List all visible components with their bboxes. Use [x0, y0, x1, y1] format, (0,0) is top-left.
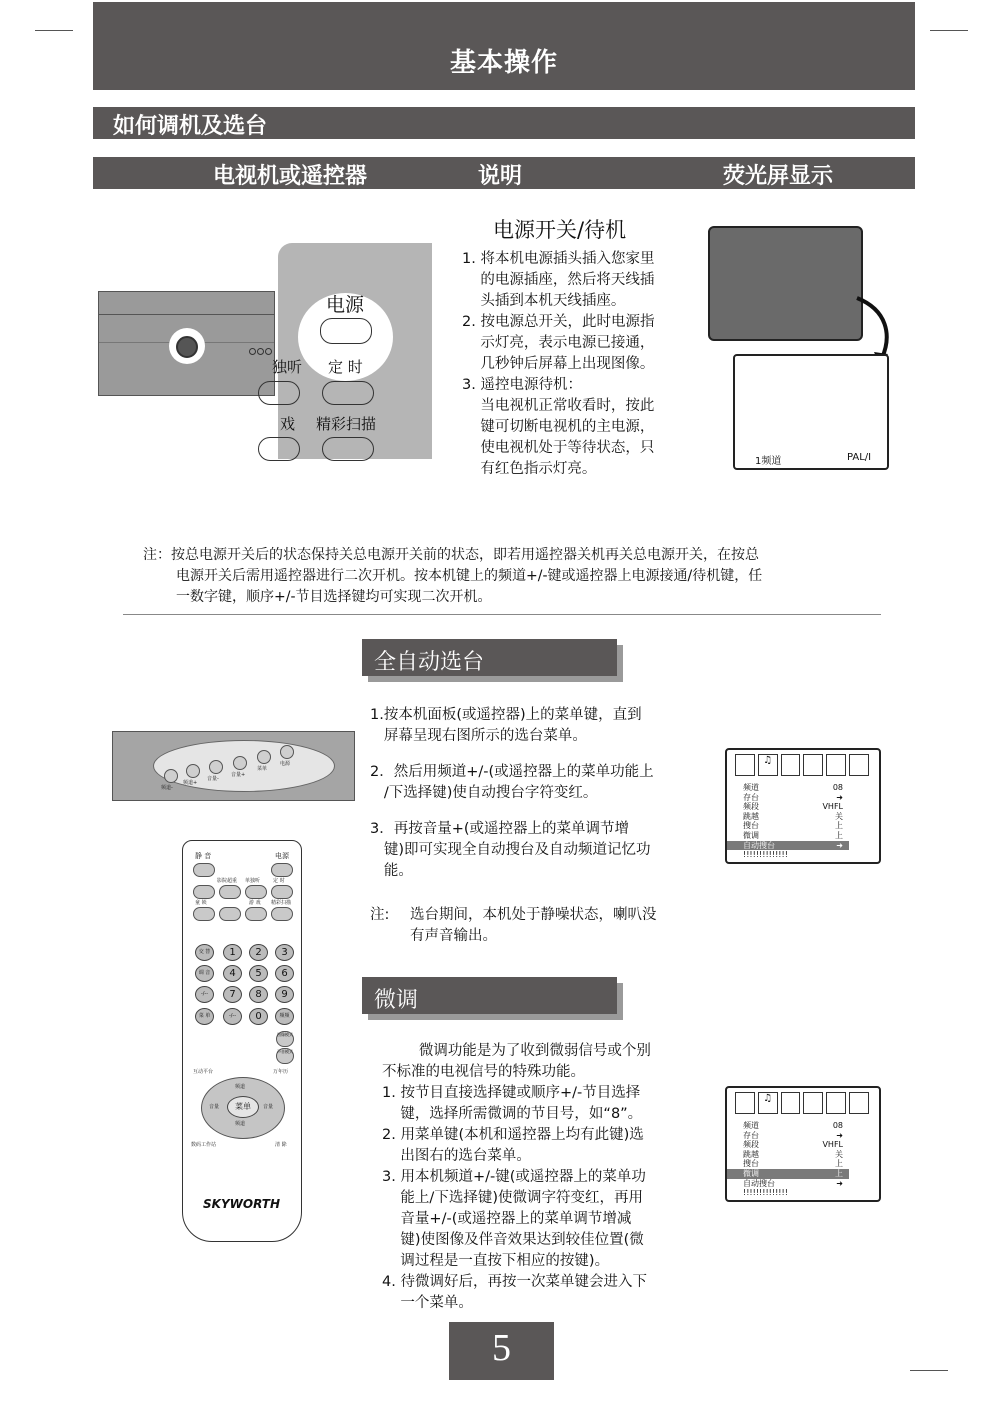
menu-row-selected: 微调 上 — [727, 1169, 849, 1179]
power-steps — [462, 249, 702, 480]
panel-label: 频道+ — [183, 780, 198, 786]
text-line: 2. 按电源总开关，此时电源指 — [462, 314, 655, 330]
autoscan-menu-screen — [725, 748, 881, 864]
remote-key-label: 童 锁 — [195, 900, 207, 906]
screen-off — [708, 226, 863, 341]
sound-icon: ♫ — [758, 1092, 778, 1114]
remote-button[interactable] — [271, 907, 293, 921]
indicator-led — [265, 348, 272, 355]
power-button[interactable] — [271, 863, 293, 877]
page-header — [93, 2, 915, 90]
dpad-center-button[interactable]: 菜单 — [227, 1096, 259, 1118]
remote-key-label: 精彩扫描 — [271, 900, 292, 906]
autoscan-header — [362, 639, 617, 676]
autoscan-note — [370, 905, 700, 944]
text-line: 3. 遥控电源待机： — [462, 377, 582, 393]
remote-scan-label: 精彩扫描 — [316, 415, 377, 433]
menu-row: 搜台 上 — [743, 821, 843, 831]
menu-row: 跳越 关 — [743, 1149, 843, 1159]
finetune-text — [382, 1041, 712, 1314]
remote-key-label: 游 戏 — [249, 900, 261, 906]
text-line: 键)使图像及伴音效果达到较佳位置(微 — [382, 1232, 644, 1248]
remote-power-button[interactable] — [320, 318, 372, 344]
power-button[interactable] — [176, 336, 198, 358]
autoscan-title: 全自动选台 — [374, 650, 485, 675]
text-line: 的电源插座，然后将天线插 — [462, 272, 655, 288]
panel-label: 电源 — [280, 761, 291, 767]
remote-timer-button[interactable] — [322, 381, 374, 405]
finetune-header — [362, 977, 617, 1014]
remote-button[interactable] — [245, 885, 267, 899]
text-line: 2．然后用频道+/-(或遥控器上的菜单功能上 — [370, 764, 654, 780]
screen-system: PAL/I — [847, 452, 872, 463]
remote-power-label: 电源 — [275, 852, 289, 860]
text-line: 2. 用菜单键(本机和遥控器上均有此键)选 — [382, 1127, 644, 1143]
dpad-up-label: 频道 — [235, 1084, 246, 1090]
remote-key-label: 影院超重 — [217, 878, 238, 884]
level-icon — [849, 1092, 869, 1114]
text-line: 调过程是一直按下相应的按键)。 — [382, 1253, 610, 1269]
text-line: 键，选择所需微调的节目号，如“8”。 — [382, 1106, 643, 1122]
text-line: 使电视机处于等待状态，只 — [462, 440, 655, 456]
remote-button[interactable] — [193, 885, 215, 899]
remote-scan-button[interactable] — [322, 437, 374, 461]
tv-panel-image — [112, 731, 355, 801]
text-line: 键)即可实现全自动搜台及自动频道记忆功 — [370, 842, 651, 858]
channel-up-button[interactable] — [186, 764, 200, 778]
remote-control-image — [182, 840, 302, 1242]
text-line: 选台期间，本机处于静噪状态，喇叭没 — [410, 907, 657, 923]
menu-row: 存台 ➜ — [743, 792, 843, 802]
remote-closeup-image — [272, 243, 432, 459]
text-line: 屏幕呈现右图所示的选台菜单。 — [370, 728, 587, 744]
dpad-down-label: 频道 — [235, 1121, 246, 1127]
remote-button[interactable] — [258, 381, 300, 405]
text-line: 示灯亮，表示电源已接通， — [462, 335, 655, 351]
menu-row: 微调 上 — [743, 830, 843, 840]
remote-partial-label: 独听 — [272, 358, 303, 376]
menu-row: 频道 08 — [743, 783, 843, 792]
channel-down-button[interactable] — [164, 769, 178, 783]
panel-label: 音量+ — [231, 772, 246, 778]
crop-mark — [35, 30, 73, 31]
menu-row: 频道 08 — [743, 1121, 843, 1130]
text-line: 有红色指示灯亮。 — [462, 461, 597, 477]
text-line: 音量+/-(或遥控器上的菜单调节增减 — [382, 1211, 632, 1227]
menu-row: 跳越 关 — [743, 811, 843, 821]
menu-icon-strip — [735, 754, 869, 776]
power-button[interactable] — [280, 745, 294, 759]
text-line: 能。 — [370, 863, 413, 879]
text-line: 键可切断电视机的主电源， — [462, 419, 655, 435]
picture-icon — [735, 754, 755, 776]
volume-up-button[interactable] — [233, 756, 247, 770]
digit-2-button[interactable]: 2 — [249, 944, 268, 961]
text-line: 1. 按节目直接选择键或顺序+/-节目选择 — [382, 1085, 641, 1101]
picture-icon — [735, 1092, 755, 1114]
setup-icon — [803, 1092, 823, 1114]
menu-progress: !!!!!!!!!!!!!! — [743, 1188, 788, 1198]
menu-row: 存台 ➜ — [743, 1130, 843, 1140]
column-header-bar — [93, 157, 915, 189]
text-line: 几秒钟后屏幕上出现图像。 — [462, 356, 655, 372]
panel-label: 菜单 — [257, 766, 268, 772]
digit-1-button[interactable]: 1 — [223, 944, 242, 961]
remote-key-label: 互动平台 — [193, 1069, 214, 1075]
menu-button[interactable]: 菜 单 — [195, 1008, 214, 1025]
menu-row: 频段 VHFL — [743, 802, 843, 812]
text-line: 出图右的选台菜单。 — [382, 1148, 531, 1164]
autoscan-steps — [370, 705, 700, 882]
finetune-menu-screen — [725, 1086, 881, 1202]
digit-6-button[interactable]: 6 — [275, 965, 294, 982]
column-screen: 荧光屏显示 — [723, 164, 834, 189]
dash-key[interactable]: -/-- — [223, 1008, 242, 1025]
screen-on — [733, 354, 889, 470]
digit-8-button[interactable]: 8 — [249, 986, 268, 1003]
section-title: 如何调机及选台 — [113, 114, 268, 139]
menu-button[interactable] — [257, 750, 271, 764]
crop-mark — [930, 30, 968, 31]
menu-icon-strip — [735, 1092, 869, 1114]
digit-7-button[interactable]: 7 — [223, 986, 242, 1003]
remote-button[interactable] — [193, 907, 215, 921]
digit-5-button[interactable]: 5 — [249, 965, 268, 982]
digit-4-button[interactable]: 4 — [223, 965, 242, 982]
menu-row: 搜台 上 — [743, 1159, 843, 1169]
digit-3-button[interactable]: 3 — [275, 944, 294, 961]
page-number-box — [449, 1322, 554, 1380]
digit-9-button[interactable]: 9 — [275, 986, 294, 1003]
indicator-led — [257, 348, 264, 355]
column-device: 电视机或遥控器 — [213, 164, 368, 189]
text-line: /下选择键)使自动搜台字符变红。 — [370, 785, 598, 801]
menu-list — [727, 1121, 849, 1198]
remote-key-label: 单独听 — [245, 878, 261, 884]
menu-row-selected: 自动搜台 ➜ — [727, 841, 849, 851]
indicator-led — [249, 348, 256, 355]
section-header — [93, 107, 915, 139]
remote-button[interactable] — [219, 885, 241, 899]
remote-partial-label: 戏 — [280, 415, 296, 433]
panel-label: 音量- — [207, 776, 219, 782]
menu-row: 频段 VHFL — [743, 1140, 843, 1150]
text-line: 1.按本机面板(或遥控器)上的菜单键，直到 — [370, 707, 642, 723]
timer-icon — [781, 1092, 801, 1114]
text-line: 一数字键，顺序+/-节目选择键均可实现二次开机。 — [176, 589, 492, 605]
text-line: 有声音输出。 — [410, 928, 497, 944]
remote-button[interactable] — [258, 437, 300, 461]
freq-button[interactable]: 频频 — [275, 1008, 294, 1025]
digit-0-button[interactable]: 0 — [249, 1008, 268, 1025]
panel-label: 频道- — [161, 785, 173, 791]
brand-logo: SKYWORTH — [203, 1197, 280, 1211]
text-line: 一个菜单。 — [382, 1295, 473, 1311]
text-line: 当电视机正常收看时，按此 — [462, 398, 655, 414]
menu-row: 自动搜台 ➜ — [743, 1178, 843, 1188]
page-number: 5 — [492, 1327, 511, 1369]
note-power — [143, 545, 883, 608]
remote-key-label: 数码工作站 — [191, 1142, 217, 1148]
remote-key-label: 万年历 — [273, 1069, 289, 1075]
text-line: 不标准的电视信号的特殊功能。 — [382, 1064, 585, 1080]
text-line: 1. 将本机电源插头插入您家里 — [462, 251, 655, 267]
page-title: 基本操作 — [449, 48, 558, 78]
crop-mark — [910, 1370, 948, 1371]
dpad-left-label: 音量 — [209, 1104, 220, 1110]
mute-button[interactable] — [193, 863, 215, 877]
screen-channel: 1频道 — [755, 456, 782, 467]
remote-mute-label: 静 音 — [195, 852, 212, 860]
text-line: 能上/下选择键)使微调字符变红，再用 — [382, 1190, 643, 1206]
power-title: 电源开关/待机 — [493, 218, 627, 242]
remote-button[interactable] — [245, 907, 267, 921]
tune-button[interactable]: 调 音 — [195, 965, 214, 982]
swap-button[interactable]: 交 替 — [195, 944, 214, 961]
remote-power-label: 电源 — [326, 294, 365, 316]
remote-button[interactable] — [271, 885, 293, 899]
text-line: 注：按总电源开关后的状态保持关总电源开关前的状态，即若用遥控器关机再关总电源开关，在按总 — [143, 547, 759, 563]
menu-list — [727, 783, 849, 860]
remote-key-label: 定 时 — [273, 878, 285, 884]
sound-mode-button[interactable]: 声音模式 — [276, 1048, 294, 1064]
text-line: 头插到本机天线插座。 — [462, 293, 626, 309]
note-label: 注: — [370, 907, 390, 923]
text-line: 微调功能是为了收到微弱信号或个别 — [382, 1043, 651, 1059]
antenna-icon — [826, 1092, 846, 1114]
menu-progress: !!!!!!!!!!!!!! — [743, 850, 788, 860]
text-line: 4. 待微调好后，再按一次菜单键会进入下 — [382, 1274, 647, 1290]
setup-icon — [803, 754, 823, 776]
level-icon — [849, 754, 869, 776]
text-line: 3．再按音量+(或遥控器上的菜单调节增 — [370, 821, 630, 837]
remote-timer-label: 定 时 — [328, 358, 363, 376]
text-line: 3. 用本机频道+/-键(或遥控器上的菜单功 — [382, 1169, 646, 1185]
timer-icon — [781, 754, 801, 776]
finetune-title: 微调 — [374, 988, 419, 1013]
text-line: 电源开关后需用遥控器进行二次开机。按本机键上的频道+/-键或遥控器上电源接通/待机键，任 — [176, 568, 763, 584]
column-description: 说明 — [478, 164, 523, 189]
dpad-right-label: 音量 — [263, 1104, 274, 1110]
dash-button[interactable]: -/-- — [195, 986, 214, 1003]
sound-icon: ♫ — [758, 754, 778, 776]
picture-mode-button[interactable]: 图像模式 — [276, 1031, 294, 1047]
volume-down-button[interactable] — [209, 760, 223, 774]
tv-front-panel-image — [98, 291, 275, 396]
remote-key-label: 清 除 — [275, 1142, 287, 1148]
antenna-icon — [826, 754, 846, 776]
remote-button[interactable] — [219, 907, 241, 921]
divider — [123, 614, 881, 615]
